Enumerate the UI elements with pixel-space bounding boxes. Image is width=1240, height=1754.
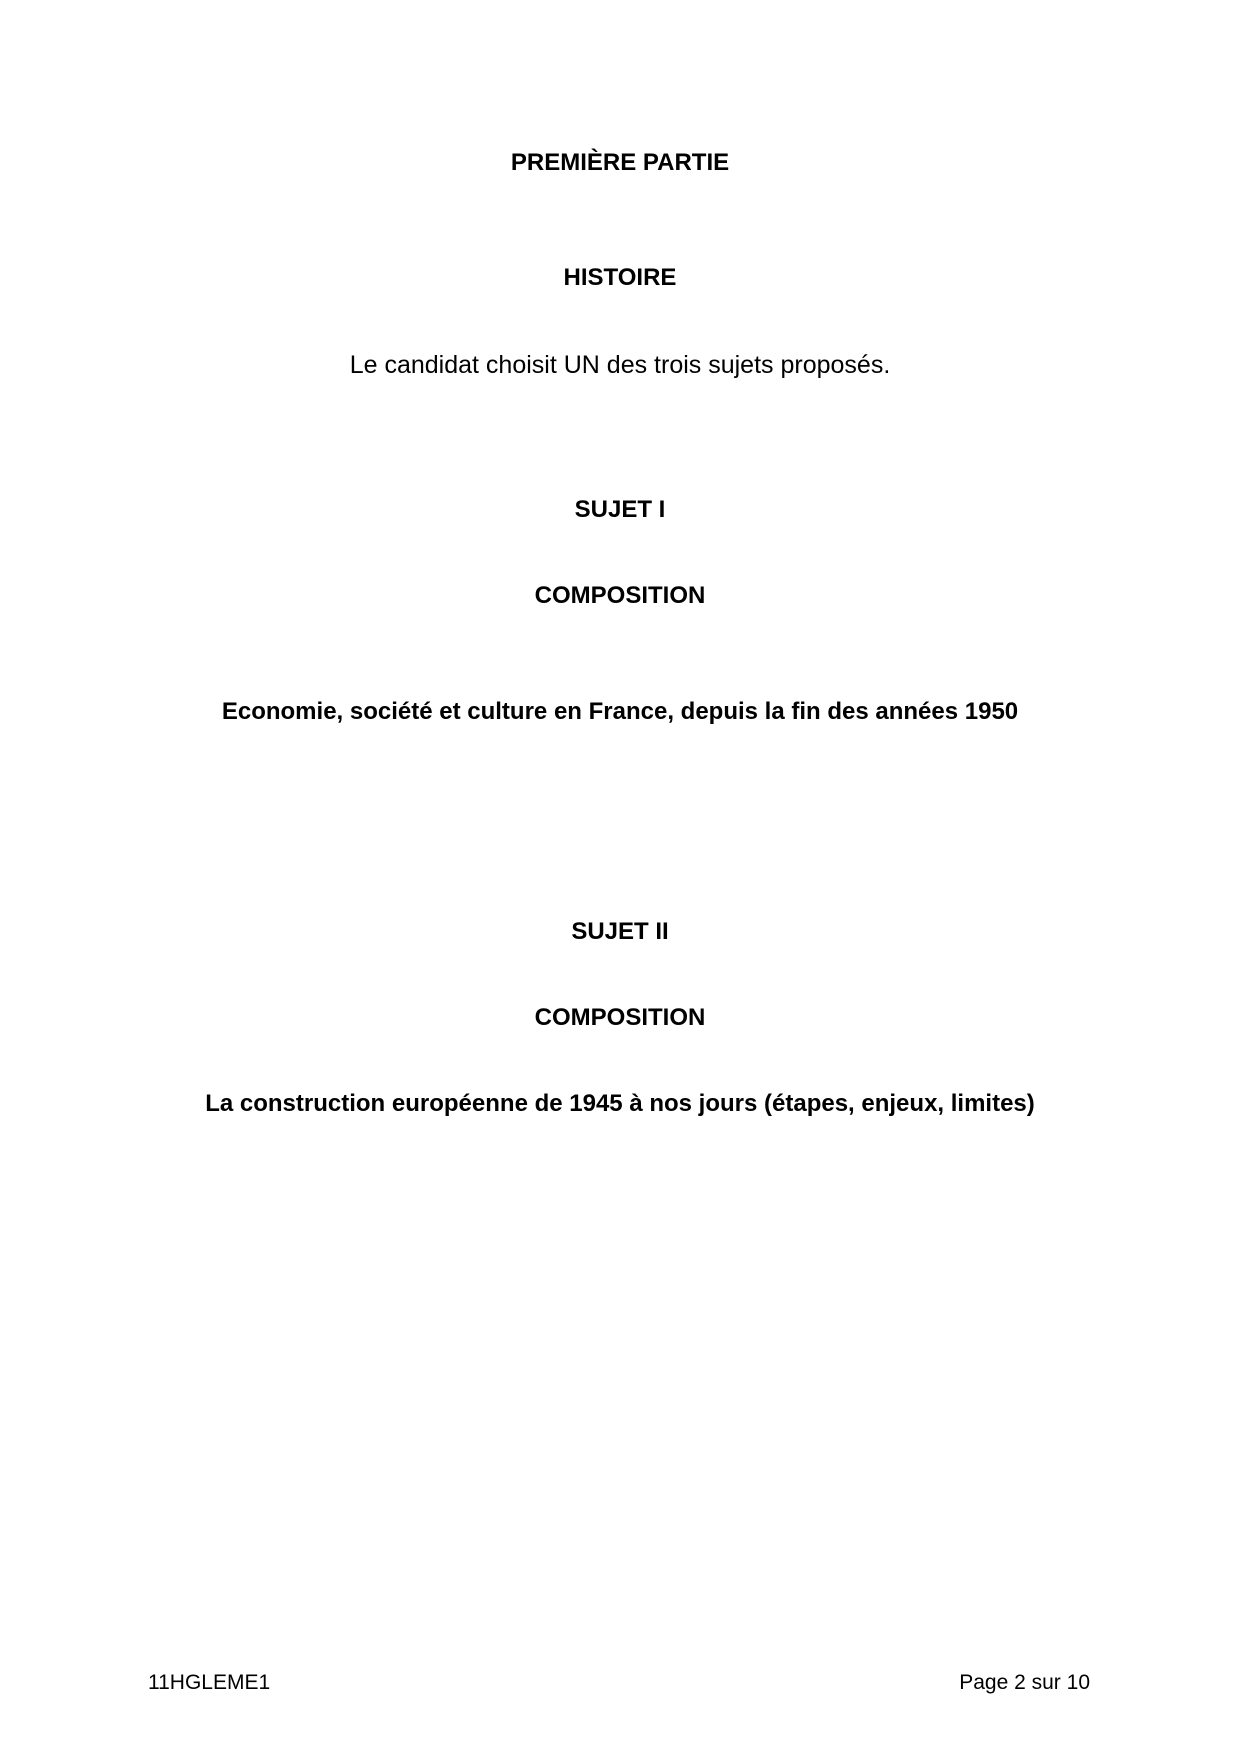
subject-1-type: COMPOSITION <box>534 582 706 609</box>
section-title: HISTOIRE <box>563 264 677 291</box>
subject-1-label: SUJET I <box>574 496 666 523</box>
page-number: Page 2 sur 10 <box>959 1671 1090 1694</box>
subject-1-title: Economie, société et culture en France, depuis la fin des années 1950 <box>221 698 1019 725</box>
instruction-text: Le candidat choisit UN des trois sujets proposés. <box>349 351 891 379</box>
part-title: PREMIÈRE PARTIE <box>510 149 730 176</box>
document-code: 11HGLEME1 <box>148 1671 271 1694</box>
subject-2-label: SUJET II <box>571 918 669 945</box>
subject-2-title: La construction européenne de 1945 à nos jours (étapes, enjeux, limites) <box>205 1090 1035 1117</box>
subject-2-type: COMPOSITION <box>534 1004 706 1031</box>
